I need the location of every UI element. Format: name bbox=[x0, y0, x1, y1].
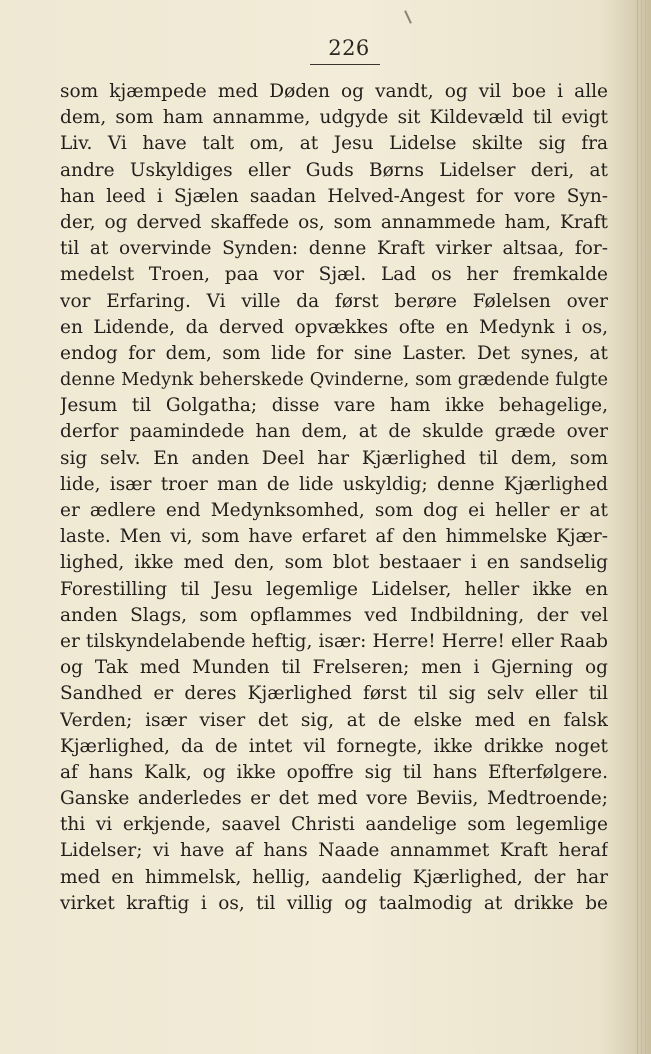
text-line: lighed, ikke med den, som blot bestaaer i en sandselig bbox=[60, 552, 608, 574]
text-line: Verden; især viser det sig, at de elske med en falsk bbox=[60, 709, 608, 731]
text-line: Jesum til Golgatha; disse vare ham ikke behagelige, bbox=[60, 395, 608, 417]
text-line: Sandhed er deres Kjærlighed først til sig selv eller til bbox=[60, 683, 608, 705]
text-line: til at overvinde Synden: denne Kraft virker altsaa, for- bbox=[60, 238, 608, 260]
text-line: han leed i Sjælen saadan Helved-Angest for vore Syn- bbox=[60, 185, 608, 207]
text-line: virket kraftig i os, til villig og taalmodig at drikke be bbox=[60, 892, 608, 914]
text-line: laste. Men vi, som have erfaret af den himmelske Kjær- bbox=[60, 526, 608, 548]
text-line: sig selv. En anden Deel har Kjærlighed til dem, som bbox=[60, 447, 608, 469]
text-line: medelst Troen, paa vor Sjæl. Lad os her fremkalde bbox=[60, 264, 608, 286]
text-line: andre Uskyldiges eller Guds Børns Lidelser deri, at bbox=[60, 159, 608, 181]
pencil-mark bbox=[404, 10, 412, 24]
page-edge-line bbox=[645, 0, 646, 1054]
text-line: der, og derved skaffede os, som annammede ham, Kraft bbox=[60, 211, 608, 233]
text-line: er tilskyndelabende heftig, især: Herre! Herre! eller Raab bbox=[60, 630, 608, 652]
text-line: og Tak med Munden til Frelseren; men i Gjerning og bbox=[60, 657, 608, 679]
text-line: Kjærlighed, da de intet vil fornegte, ikke drikke noget bbox=[60, 735, 608, 757]
text-line: Liv. Vi have talt om, at Jesu Lidelse skilte sig fra bbox=[60, 133, 608, 155]
text-line: Lidelser; vi have af hans Naade annammet Kraft heraf bbox=[60, 840, 608, 862]
page-number: 226 bbox=[328, 36, 370, 60]
text-line: anden Slags, som opflammes ved Indbildning, der vel bbox=[60, 604, 608, 626]
text-line: vor Erfaring. Vi ville da først berøre Følelsen over bbox=[60, 290, 608, 312]
page-edge-line bbox=[641, 0, 642, 1054]
text-line: denne Medynk beherskede Qvinderne, som grædende fulgte bbox=[60, 370, 608, 391]
text-line: Ganske anderledes er det med vore Beviis, Medtroende; bbox=[60, 788, 608, 810]
page-edge-line bbox=[637, 0, 638, 1054]
text-line: endog for dem, som lide for sine Laster. Det synes, at bbox=[60, 342, 608, 364]
text-line: som kjæmpede med Døden og vandt, og vil boe i alle bbox=[60, 81, 608, 102]
body-text bbox=[60, 79, 608, 917]
header-rule bbox=[310, 64, 380, 65]
text-line: af hans Kalk, og ikke opoffre sig til hans Efterfølgere. bbox=[60, 761, 608, 783]
text-line: Forestilling til Jesu legemlige Lidelser, heller ikke en bbox=[60, 578, 608, 600]
text-line: thi vi erkjende, saavel Christi aandelige som legemlige bbox=[60, 814, 608, 836]
text-line: er ædlere end Medynksomhed, som dog ei heller er at bbox=[60, 500, 608, 521]
text-line: med en himmelsk, hellig, aandelig Kjærlighed, der har bbox=[60, 866, 608, 888]
text-line: lide, især troer man de lide uskyldig; denne Kjærlighed bbox=[60, 473, 608, 495]
text-line: dem, som ham annamme, udgyde sit Kildevæld til evigt bbox=[60, 107, 608, 129]
text-line: en Lidende, da derved opvækkes ofte en Medynk i os, bbox=[60, 316, 608, 338]
text-line: derfor paamindede han dem, at de skulde græde over bbox=[60, 421, 608, 443]
